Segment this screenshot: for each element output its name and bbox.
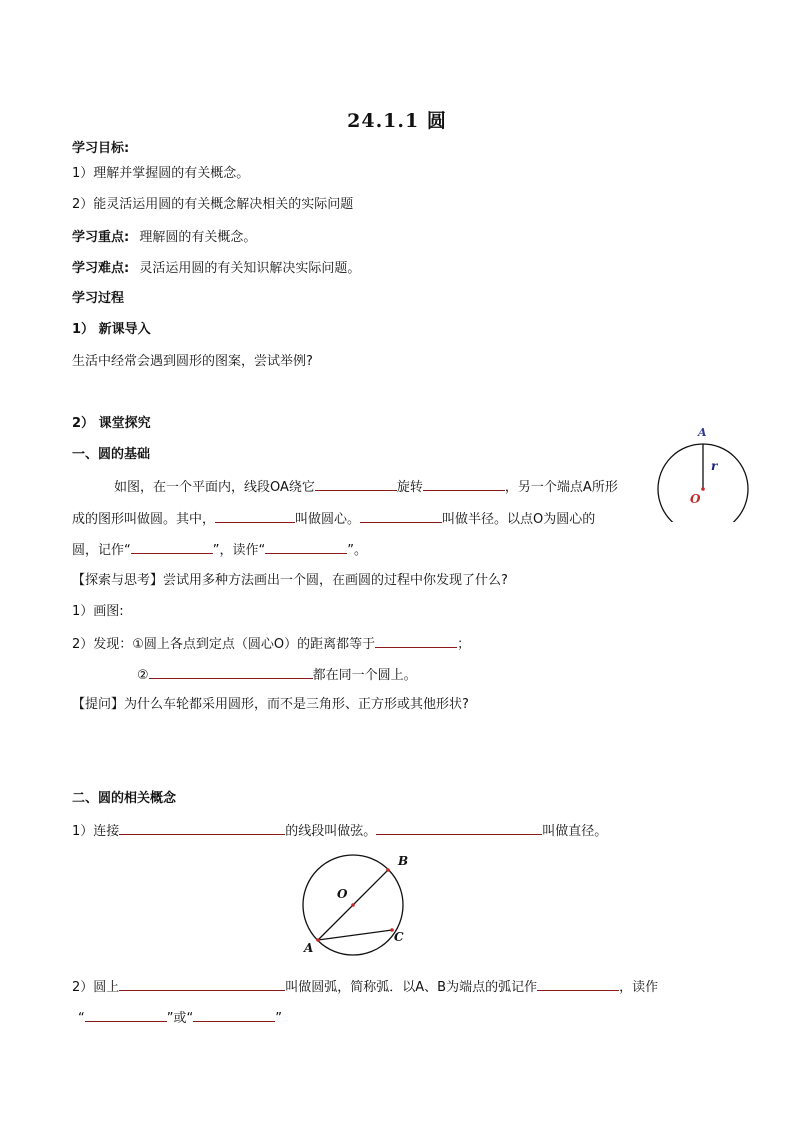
section2-line1 <box>72 821 607 841</box>
difficulty-text: 灵活运用圆的有关知识解决实际问题。 <box>139 261 361 276</box>
text-segment: ，读作 <box>619 980 659 995</box>
text-segment: 1）连接 <box>72 824 120 839</box>
text-segment: 叫做直径。 <box>542 824 608 839</box>
label-o: O <box>690 492 701 506</box>
answer-blank[interactable] <box>360 509 442 523</box>
section2-line3 <box>78 1008 282 1028</box>
process-heading: 学习过程 <box>72 291 125 306</box>
circle-chord-figure <box>296 850 426 960</box>
text-segment: 叫做圆心。 <box>295 512 361 527</box>
label-a: A <box>304 941 314 955</box>
answer-blank[interactable] <box>119 977 285 991</box>
text-segment: 的线段叫做弦。 <box>285 824 377 839</box>
section1-line3 <box>72 540 367 560</box>
text-segment: ”，读作“ <box>212 543 266 558</box>
text-segment: 2）圆上 <box>72 980 120 995</box>
answer-blank[interactable] <box>423 477 505 491</box>
answer-blank[interactable] <box>265 540 347 554</box>
section1-line1 <box>114 477 618 497</box>
find-line-1 <box>72 634 470 654</box>
key-point-line <box>72 229 256 247</box>
intro-heading: 1） 新课导入 <box>72 322 151 337</box>
label-o: O <box>337 887 348 901</box>
section2-line2 <box>72 977 658 997</box>
intro-text: 生活中经常会遇到圆形的图案，尝试举例? <box>72 354 313 369</box>
label-r: r <box>711 459 718 473</box>
answer-blank[interactable] <box>315 477 397 491</box>
key-point-label: 学习重点: <box>72 230 130 245</box>
text-segment: 如图，在一个平面内，线段OA绕它 <box>114 480 315 495</box>
answer-blank[interactable] <box>131 540 213 554</box>
text-segment: 圆，记作“ <box>72 543 131 558</box>
explore-text: 【探索与思考】尝试用多种方法画出一个圆，在画圆的过程中你发现了什么? <box>72 573 508 588</box>
text-segment: ② <box>137 668 149 683</box>
chord-ac <box>318 930 392 940</box>
section1-line2 <box>72 509 595 529</box>
difficulty-label: 学习难点: <box>72 261 130 276</box>
answer-blank[interactable] <box>215 509 295 523</box>
text-segment: ，另一个端点A所形 <box>504 480 618 495</box>
point-a <box>316 938 320 942</box>
text-segment: 旋转 <box>396 480 423 495</box>
draw-text: 1）画图: <box>72 604 124 619</box>
difficulty-line <box>72 260 360 278</box>
text-segment: 2）发现：①圆上各点到定点（圆心O）的距离都等于 <box>72 637 376 652</box>
point-b <box>386 868 390 872</box>
label-a: A <box>698 426 707 439</box>
text-segment: “ <box>78 1011 85 1026</box>
answer-blank[interactable] <box>537 977 619 991</box>
text-segment: ”或“ <box>166 1011 194 1026</box>
goal-item-1: 1）理解并掌握圆的有关概念。 <box>72 166 250 181</box>
text-segment: 叫做圆弧，简称弧．以A、B为端点的弧记作 <box>285 980 538 995</box>
page-title: 24.1.1 圆 <box>347 110 447 132</box>
center-point <box>351 903 355 907</box>
text-segment: 成的图形叫做圆。其中， <box>72 512 216 527</box>
text-segment: 都在同一个圆上。 <box>312 668 417 683</box>
label-c: C <box>394 930 404 944</box>
question-text: 【提问】为什么车轮都采用圆形，而不是三角形、正方形或其他形状? <box>72 697 469 712</box>
goals-heading: 学习目标: <box>72 141 130 156</box>
text-segment: ”。 <box>347 543 367 558</box>
text-segment: 叫做半径。以点O为圆心的 <box>442 512 596 527</box>
answer-blank[interactable] <box>193 1008 275 1022</box>
answer-blank[interactable] <box>149 665 313 679</box>
section2-heading: 二、圆的相关概念 <box>72 791 177 806</box>
text-segment: ； <box>457 637 471 652</box>
text-segment: ” <box>275 1011 282 1026</box>
center-point <box>701 487 705 491</box>
explore-heading: 2） 课堂探究 <box>72 416 151 431</box>
answer-blank[interactable] <box>375 634 457 648</box>
find-line-2 <box>137 665 417 685</box>
section1-heading: 一、圆的基础 <box>72 447 151 462</box>
key-point-text: 理解圆的有关概念。 <box>139 230 257 245</box>
circle-radius-figure <box>650 422 760 522</box>
answer-blank[interactable] <box>85 1008 167 1022</box>
answer-blank[interactable] <box>119 821 285 835</box>
label-b: B <box>398 854 409 868</box>
answer-blank[interactable] <box>376 821 542 835</box>
goal-item-2: 2）能灵活运用圆的有关概念解决相关的实际问题 <box>72 197 354 212</box>
